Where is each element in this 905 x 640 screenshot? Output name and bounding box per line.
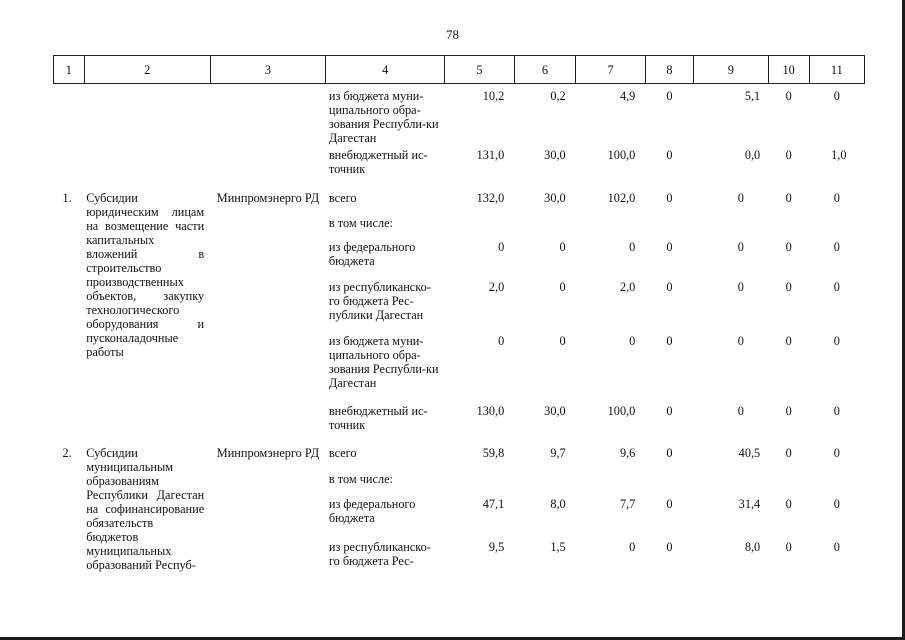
value-cell: 1,5 xyxy=(550,539,566,554)
value-cell: 1,0 xyxy=(831,147,847,162)
funding-source-cell: всего xyxy=(328,445,357,460)
column-number-row xyxy=(54,56,865,84)
column-header: 1 xyxy=(54,56,85,84)
funding-source-cell: из бюджета муни-ципального обра-зования Республи-ки Дагестан xyxy=(328,89,439,145)
item-executor: Минпромэнерго РД xyxy=(216,445,320,460)
value-cell: 0 xyxy=(629,539,636,554)
value-cell: 100,0 xyxy=(607,403,636,418)
value-cell: 0 xyxy=(833,497,840,512)
value-cell: 0 xyxy=(666,147,673,162)
value-cell: 7,7 xyxy=(619,497,636,512)
value-cell: 0 xyxy=(666,497,673,512)
value-cell: 47,1 xyxy=(482,497,505,512)
table-row xyxy=(54,84,865,148)
value-cell: 0 xyxy=(833,239,840,254)
value-cell: 0 xyxy=(666,190,673,205)
value-cell: 0 xyxy=(833,333,840,348)
value-cell: 0 xyxy=(498,333,505,348)
value-cell: 40,5 xyxy=(738,445,761,460)
item-executor: Минпромэнерго РД xyxy=(216,190,320,205)
value-cell: 5,1 xyxy=(744,89,761,103)
value-cell: 0 xyxy=(833,279,840,294)
value-cell: 132,0 xyxy=(476,190,505,205)
value-cell: 0 xyxy=(785,190,792,205)
value-cell: 0 xyxy=(666,89,673,103)
funding-source-cell: внебюджетный ис-точник xyxy=(328,403,428,432)
funding-source-cell: в том числе: xyxy=(328,471,393,486)
funding-source-cell: внебюджетный ис-точник xyxy=(328,147,428,176)
value-cell: 0,0 xyxy=(744,147,761,162)
value-cell: 0 xyxy=(737,403,744,418)
value-cell: 0 xyxy=(785,539,792,554)
value-cell: 9,7 xyxy=(550,445,566,460)
funding-source-cell: всего xyxy=(328,190,357,205)
table-row xyxy=(54,446,865,472)
value-cell: 59,8 xyxy=(482,445,505,460)
value-cell: 0 xyxy=(666,403,673,418)
column-header: 3 xyxy=(210,56,326,84)
column-header: 9 xyxy=(693,56,768,84)
value-cell: 0 xyxy=(737,279,744,294)
funding-source-cell: из республиканско-го бюджета Рес-публики Дагестан xyxy=(328,279,431,322)
column-header: 7 xyxy=(576,56,646,84)
column-header: 11 xyxy=(809,56,864,84)
value-cell: 10,2 xyxy=(482,89,505,103)
value-cell: 0 xyxy=(629,333,636,348)
value-cell: 0 xyxy=(498,239,505,254)
value-cell: 0 xyxy=(833,89,840,103)
column-header: 10 xyxy=(768,56,809,84)
funding-source-cell: в том числе: xyxy=(328,215,393,230)
value-cell: 0 xyxy=(785,497,792,512)
value-cell: 0 xyxy=(559,239,566,254)
value-cell: 0 xyxy=(666,445,673,460)
value-cell: 4,9 xyxy=(619,89,636,103)
column-header: 2 xyxy=(84,56,210,84)
value-cell: 31,4 xyxy=(738,497,761,512)
value-cell: 0 xyxy=(785,279,792,294)
value-cell: 0 xyxy=(629,239,636,254)
program-table xyxy=(53,55,865,572)
value-cell: 0 xyxy=(737,190,744,205)
table-row xyxy=(54,191,865,216)
value-cell: 100,0 xyxy=(607,147,636,162)
value-cell: 0 xyxy=(666,239,673,254)
value-cell: 9,6 xyxy=(619,445,636,460)
value-cell: 30,0 xyxy=(544,147,566,162)
value-cell: 0 xyxy=(559,333,566,348)
value-cell: 0 xyxy=(785,403,792,418)
value-cell: 30,0 xyxy=(544,403,566,418)
column-header: 4 xyxy=(326,56,445,84)
funding-source-cell: из бюджета муни-ципального обра-зования Республи-ки Дагестан xyxy=(328,333,439,390)
value-cell: 8,0 xyxy=(744,539,761,554)
value-cell: 0 xyxy=(785,445,792,460)
value-cell: 0 xyxy=(833,403,840,418)
value-cell: 2,0 xyxy=(619,279,636,294)
item-index: 1. xyxy=(62,190,72,205)
value-cell: 0 xyxy=(785,239,792,254)
value-cell: 0 xyxy=(666,279,673,294)
table-row xyxy=(54,148,865,191)
funding-source-cell: из федерального бюджета xyxy=(328,239,416,268)
value-cell: 2,0 xyxy=(488,279,505,294)
item-index: 2. xyxy=(62,445,72,460)
value-cell: 30,0 xyxy=(544,190,566,205)
funding-source-cell: из республиканско-го бюджета Рес- xyxy=(328,539,431,568)
item-name: Субсидии юридическим лицам на возмещение части капитальных вложений в строительство производственных объектов, закупку технологического оборудования и пусконаладочные работы xyxy=(86,190,205,359)
value-cell: 0 xyxy=(785,147,792,162)
funding-source-cell: из федерального бюджета xyxy=(328,497,416,526)
value-cell: 0 xyxy=(833,539,840,554)
value-cell: 0 xyxy=(666,333,673,348)
value-cell: 0 xyxy=(737,333,744,348)
value-cell: 131,0 xyxy=(476,147,505,162)
value-cell: 0 xyxy=(666,539,673,554)
value-cell: 130,0 xyxy=(476,403,505,418)
value-cell: 0 xyxy=(737,239,744,254)
value-cell: 102,0 xyxy=(607,190,636,205)
column-header: 8 xyxy=(645,56,693,84)
value-cell: 0 xyxy=(833,445,840,460)
column-header: 5 xyxy=(445,56,515,84)
value-cell: 0 xyxy=(785,89,792,103)
value-cell: 9,5 xyxy=(488,539,505,554)
page-number: 78 xyxy=(446,27,459,42)
value-cell: 0 xyxy=(785,333,792,348)
item-name: Субсидии муниципальным образованиям Республики Дагестан на софинансирование обязательств бюджетов муниципальных образований Респуб- xyxy=(86,445,205,572)
value-cell: 8,0 xyxy=(550,497,566,512)
value-cell: 0 xyxy=(559,279,566,294)
column-header: 6 xyxy=(514,56,575,84)
value-cell: 0,2 xyxy=(550,89,566,103)
program-table-sheet xyxy=(53,55,865,572)
value-cell: 0 xyxy=(833,190,840,205)
